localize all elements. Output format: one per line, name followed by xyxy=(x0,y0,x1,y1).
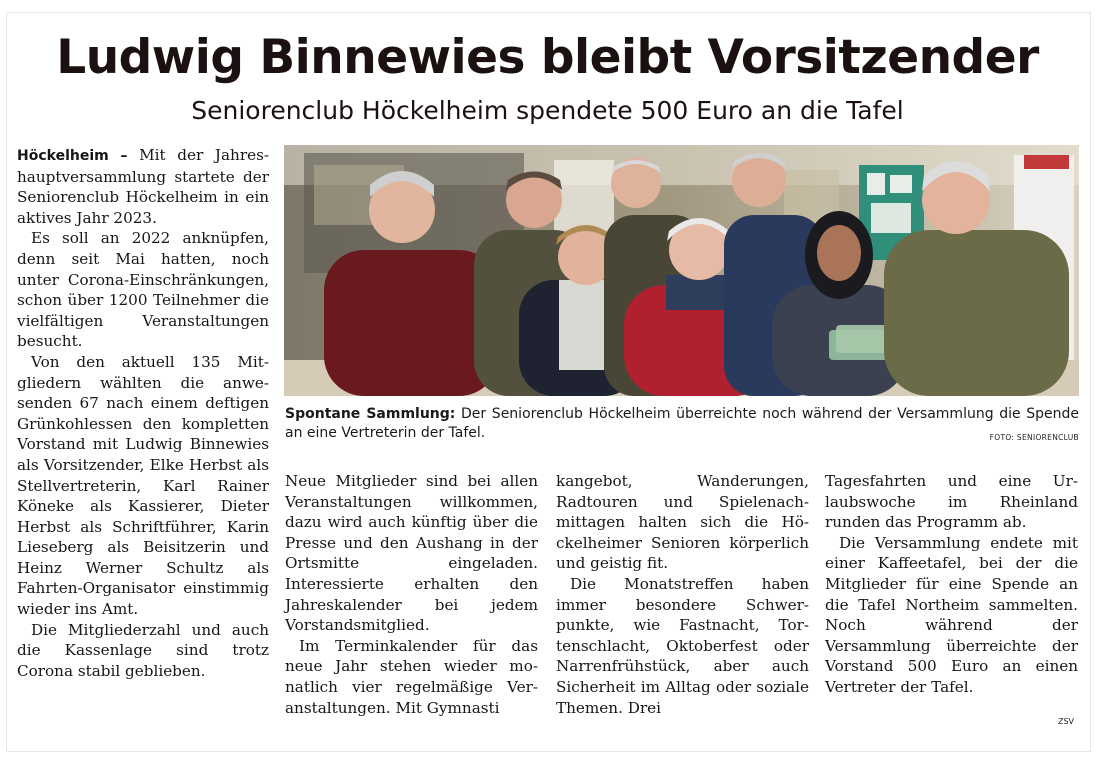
paragraph: Tagesfahrten und eine Urlaubswoche im Rheinland runden das Programm ab. xyxy=(825,472,1078,532)
paragraph: Im Terminkalender für das neue Jahr stehen wieder monatlich vier regelmäßige Veranstaltungen. Mit Gymnasti xyxy=(285,636,538,717)
article-column-1 xyxy=(17,145,269,681)
headline: Ludwig Binnewies bleibt Vorsitzender xyxy=(56,30,1039,85)
dateline: Höckelheim – xyxy=(17,148,128,164)
article-column-3 xyxy=(556,471,809,718)
paragraph: Von den aktuell 135 Mitgliedern wählten die anwesenden 67 nach einem deftigen Grünkohlessen den kompletten Vorstand mit Ludwig Binnewies als Vorsitzender, Elke Herbst als Stellvertreterin, Karl Rainer Köneke als Kassierer, Dieter Herbst als Schriftführer, Karin Lieseberg als Beisitzerin und Heinz Werner Schultz als Fahrten-Organisator einstimmig wieder ins Amt. xyxy=(17,352,269,619)
photo-caption xyxy=(285,405,1079,443)
photo-credit: FOTO: SENIORENCLUB xyxy=(989,433,1079,442)
paragraph: Es soll an 2022 anknüpfen, denn seit Mai hatten, noch unter Corona-Einschränkungen, schon über 1200 Teilnehmer die vielfältigen Veranstaltungen besucht. xyxy=(17,229,269,351)
paragraph: Neue Mitglieder sind bei allen Veranstaltungen willkommen, dazu wird auch künftig über die Presse und den Aushang in der Ortsmitte eingeladen. Interessierte erhalten den Jahreskalender bei jedem Vorstandsmitglied. xyxy=(285,472,538,635)
article-column-4 xyxy=(825,471,1078,698)
paragraph: kangebot, Wanderungen, Radtouren und Spielenachmittagen halten sich die Höckelheimer Senioren körperlich und geistig fit. xyxy=(556,472,809,573)
paragraph xyxy=(17,145,269,228)
author-signature: ZSV xyxy=(1058,717,1075,726)
caption-text: Der Seniorenclub Höckelheim überreichte noch während der Versammlung die Spende an eine Vertreterin der Tafel. xyxy=(285,406,1079,441)
group-photo-illustration xyxy=(284,145,1079,396)
article-column-2 xyxy=(285,471,538,718)
paragraph: Die Mitgliederzahl und auch die Kassenlage sind trotz Corona stabil geblieben. xyxy=(17,620,269,680)
paragraph: Die Versammlung endete mit einer Kaffeetafel, bei der die Mitglieder für eine Spende an die Tafel Northeim sammelten. Noch während der Versammlung überreichte der Vorstand 500 Euro an einen Vertreter der Tafel. xyxy=(825,533,1078,696)
group-photo xyxy=(284,145,1079,396)
paragraph: Die Monatstreffen haben immer besondere Schwerpunkte, wie Fastnacht, Tortenschlacht, Oktoberfest oder Narrenfrühstück, aber auch Sicherheit im Alltag oder soziale Themen. Drei xyxy=(556,574,809,717)
subheadline: Seniorenclub Höckelheim spendete 500 Euro an die Tafel xyxy=(191,96,904,125)
paragraph-text: Mit der Jahreshauptversammlung startete der Seniorenclub Höckelheim in ein aktives Jahr 2023. xyxy=(17,146,270,227)
caption-lead: Spontane Sammlung: xyxy=(285,406,456,422)
